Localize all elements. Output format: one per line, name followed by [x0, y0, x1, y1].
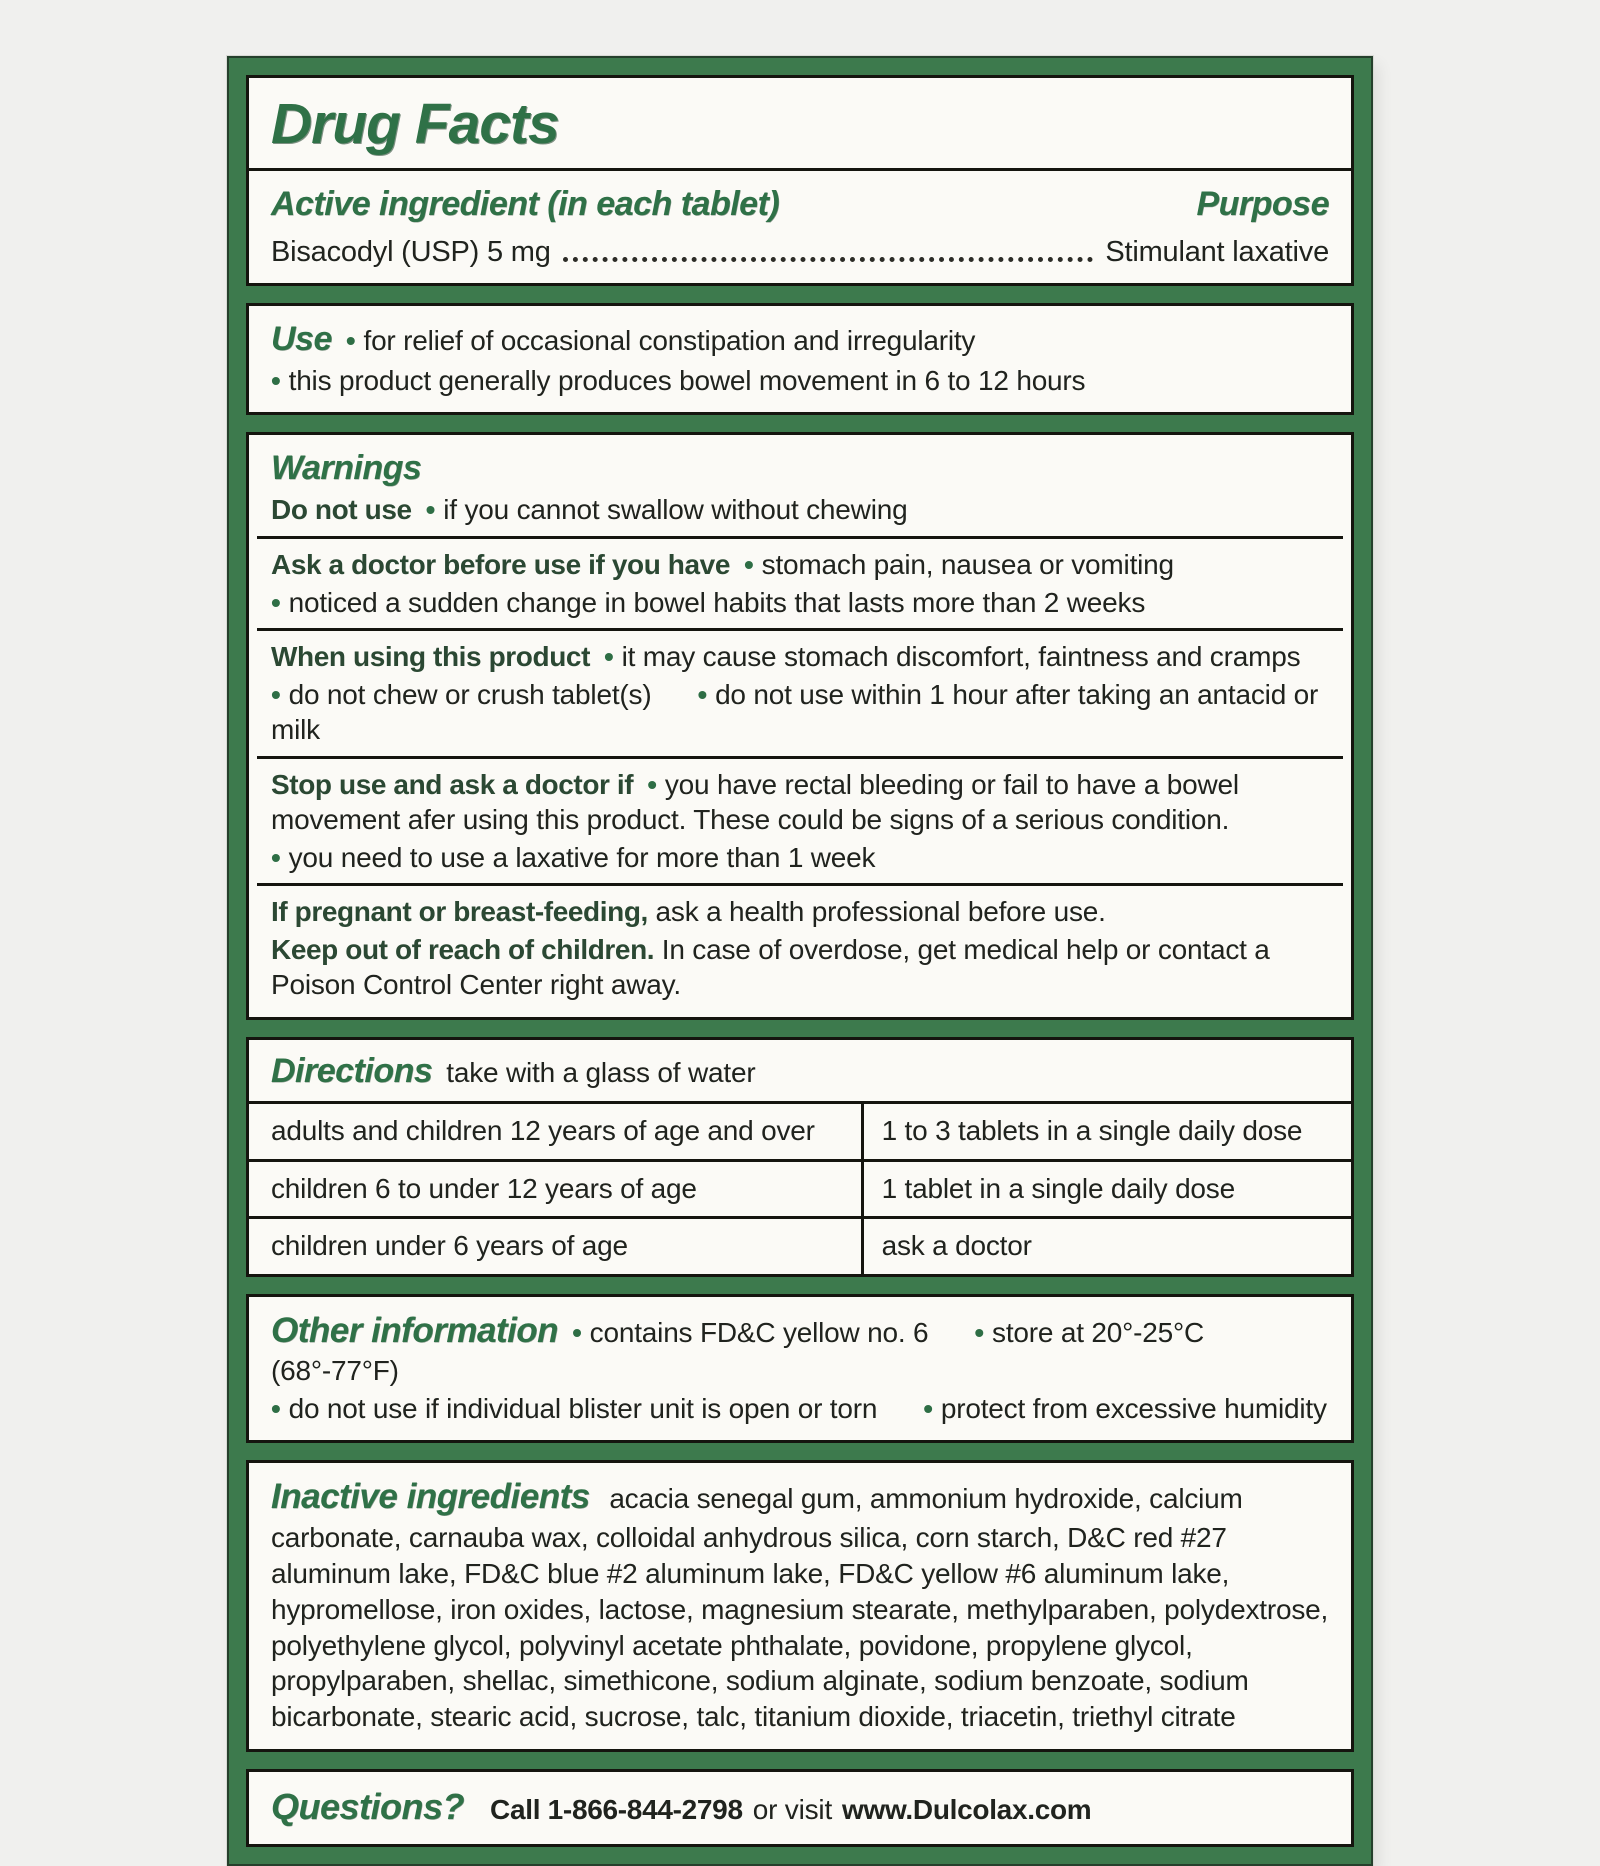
when-using-lead: When using this product — [271, 641, 590, 673]
other-info-bullet-3: • do not use if individual blister unit is open or torn — [271, 1393, 877, 1424]
section-questions — [246, 1769, 1354, 1847]
warnings-ask-doctor — [271, 547, 1329, 583]
do-not-use-lead: Do not use — [271, 494, 412, 526]
stop-use-bullet-2: • you need to use a laxative for more than 1 week — [271, 842, 875, 873]
warnings-when-using — [271, 639, 1329, 675]
other-info-bullet-1: • contains FD&C yellow no. 6 — [572, 1317, 928, 1348]
divider — [257, 536, 1343, 539]
use-line-1 — [271, 318, 1329, 361]
section-inactive-ingredients — [246, 1460, 1354, 1752]
stop-use-lead: Stop use and ask a doctor if — [271, 768, 634, 800]
inactive-ingredients-heading: Inactive ingredients — [271, 1477, 590, 1517]
questions-heading: Questions? — [271, 1786, 465, 1828]
table-row — [249, 1216, 1351, 1274]
page-title: Drug Facts — [271, 92, 559, 156]
purpose-heading: Purpose — [1196, 184, 1329, 223]
divider — [257, 756, 1343, 759]
section-other-information — [246, 1294, 1354, 1444]
questions-website: www.Dulcolax.com — [842, 1794, 1092, 1826]
dose-amount: ask a doctor — [861, 1219, 1351, 1274]
ask-doctor-bullet-2: • noticed a sudden change in bowel habits that lasts more than 2 weeks — [271, 587, 1145, 618]
keep-out-text: In case of overdose, get medical help or contact a Poison Control Center right away. — [271, 933, 1270, 1001]
active-ingredient-header-row — [271, 183, 1329, 226]
section-directions — [246, 1037, 1354, 1277]
when-using-bullet-1: • it may cause stomach discomfort, faintness and cramps — [604, 641, 1300, 672]
inactive-ingredients-list: acacia senegal gum, ammonium hydroxide, calcium carbonate, carnauba wax, colloidal anhydrous silica, corn starch, D&C red #27 aluminum lake, FD&C blue #2 aluminum lake, FD&C yellow #6 aluminum lake, hypromellose, iron oxides, lactose, magnesium stearate, methylparaben, polydextrose, polyethylene glycol, polyvinyl acetate phthalate, povidone, propylene glycol, propylparaben, shellac, simethicone, sodium alginate, sodium benzoate, sodium bicarbonate, stearic acid, sucrose, talc, titanium dioxide, triacetin, triethyl citrate — [271, 1483, 1329, 1733]
dose-amount: 1 to 3 tablets in a single daily dose — [861, 1104, 1351, 1159]
when-using-bullet-3: • do not use within 1 hour after taking an antacid or milk — [271, 679, 1318, 746]
use-line-2 — [271, 363, 1329, 399]
other-info-line-1 — [271, 1309, 1329, 1389]
section-use — [246, 303, 1354, 416]
dose-group: adults and children 12 years of age and over — [271, 1115, 815, 1147]
keep-out-lead: Keep out of reach of children. — [271, 933, 655, 965]
stop-use-bullet-1: • you have rectal bleeding or fail to have a bowel movement afer using this product. These could be signs of a serious condition. — [271, 769, 1239, 836]
warnings-when-using-2 — [271, 677, 1329, 748]
active-ingredient-name: Bisacodyl (USP) 5 mg — [271, 235, 551, 268]
dotted-leader — [563, 257, 1094, 262]
use-bullet-2: • this product generally produces bowel movement in 6 to 12 hours — [271, 365, 1085, 396]
other-info-heading: Other information — [271, 1310, 559, 1350]
divider — [257, 628, 1343, 631]
use-bullet-1: • for relief of occasional constipation and irregularity — [346, 325, 975, 356]
other-info-bullet-4: • protect from excessive humidity — [923, 1393, 1327, 1424]
directions-header — [249, 1050, 1351, 1101]
dose-group: children under 6 years of age — [271, 1230, 628, 1262]
section-header — [246, 75, 1354, 286]
table-row — [249, 1159, 1351, 1217]
when-using-bullet-2: • do not chew or crush tablet(s) — [271, 679, 651, 710]
pregnant-text: ask a health professional before use. — [655, 896, 1106, 928]
warnings-pregnant — [271, 894, 1329, 930]
active-ingredient-heading: Active ingredient (in each tablet) — [271, 184, 780, 223]
inactive-ingredients-text — [271, 1475, 1329, 1735]
dose-amount: 1 tablet in a single daily dose — [861, 1162, 1351, 1217]
warnings-stop-use — [271, 767, 1329, 838]
directions-heading: Directions — [271, 1052, 433, 1090]
ask-doctor-bullet-1: • stomach pain, nausea or vomiting — [744, 549, 1174, 580]
divider — [249, 168, 1351, 171]
questions-phone: Call 1-866-844-2798 — [490, 1794, 743, 1826]
warnings-heading: Warnings — [271, 449, 422, 488]
pregnant-lead: If pregnant or breast-feeding, — [271, 896, 648, 928]
warnings-ask-doctor-2 — [271, 585, 1329, 621]
table-row — [249, 1104, 1351, 1159]
dose-group: children 6 to under 12 years of age — [271, 1172, 697, 1204]
other-info-bullet-2: • store at 20°-25°C (68°-77°F) — [271, 1317, 1204, 1386]
warnings-do-not-use — [271, 492, 1329, 528]
divider — [257, 883, 1343, 886]
other-info-line-2 — [271, 1391, 1329, 1427]
questions-connector: or visit — [752, 1794, 833, 1826]
questions-line — [271, 1784, 1329, 1830]
warnings-stop-use-2 — [271, 840, 1329, 876]
use-heading: Use — [271, 319, 332, 358]
active-ingredient-purpose: Stimulant laxative — [1105, 235, 1329, 268]
section-warnings — [246, 432, 1354, 1020]
directions-note: take with a glass of water — [446, 1057, 756, 1088]
ask-doctor-lead: Ask a doctor before use if you have — [271, 548, 731, 580]
directions-table — [249, 1101, 1351, 1274]
do-not-use-bullet: • if you cannot swallow without chewing — [426, 494, 908, 525]
drug-facts-label — [227, 56, 1373, 1866]
warnings-keep-out — [271, 932, 1329, 1003]
active-ingredient-row — [271, 234, 1329, 271]
